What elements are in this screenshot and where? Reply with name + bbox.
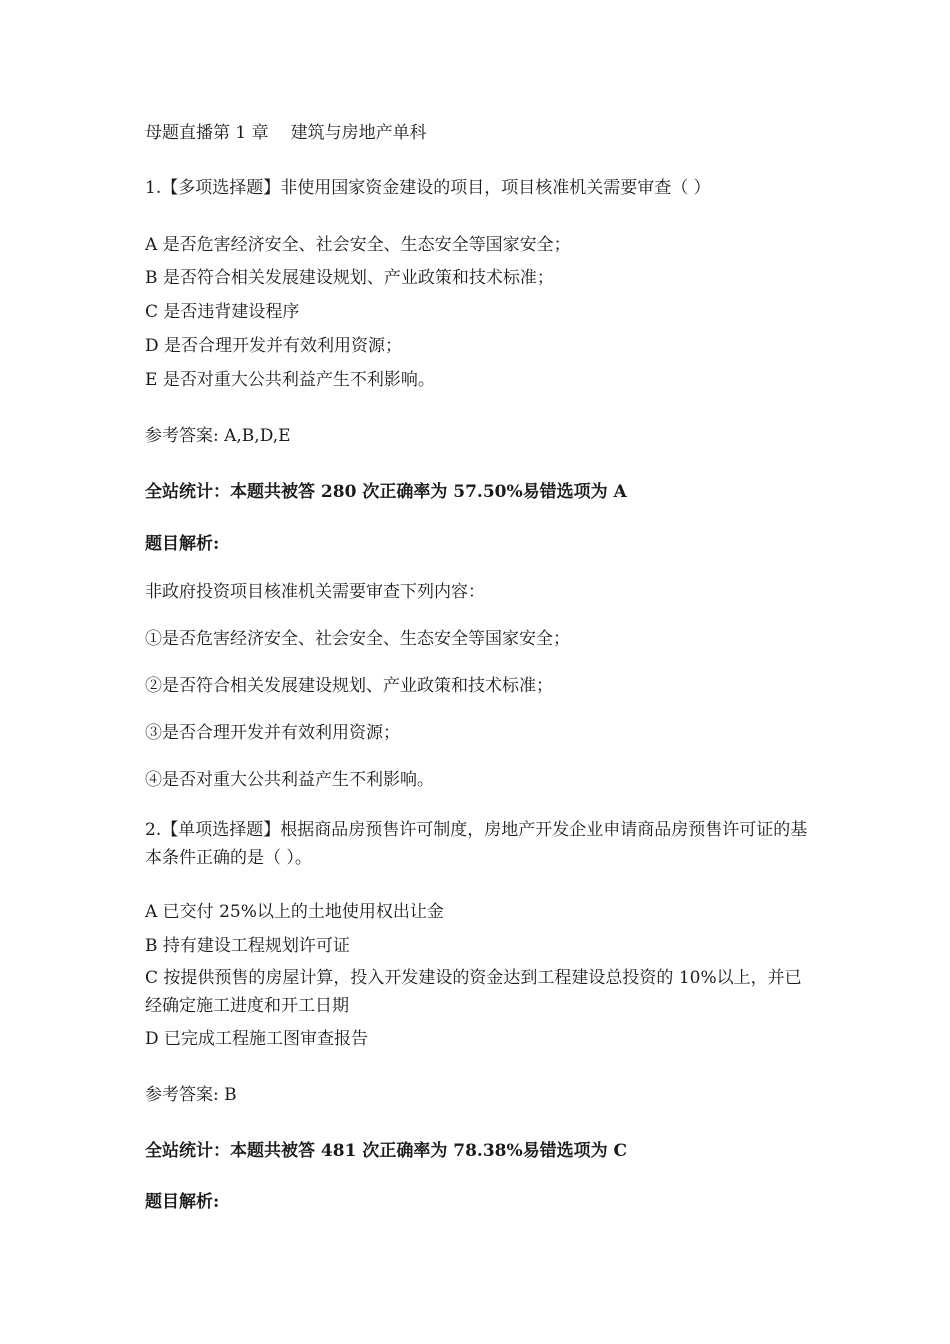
q1-answer: 参考答案: A,B,D,E xyxy=(145,426,291,446)
q1-option-d: D 是否合理开发并有效利用资源； xyxy=(145,336,403,356)
q1-stats: 全站统计：本题共被答 280 次正确率为 57.50%易错选项为 A xyxy=(145,482,627,502)
q2-option-c: C 按提供预售的房屋计算，投入开发建设的资金达到工程建设总投资的 10%以上，并已经确定施工进度和开工日期 xyxy=(145,968,802,1016)
q1-question: 1.【多项选择题】非使用国家资金建设的项目，项目核准机关需要审查（ ） xyxy=(145,178,711,198)
q1-analysis-item-3: ③是否合理开发并有效利用资源； xyxy=(145,723,400,743)
chapter-title-suffix: 建筑与房地产单科 xyxy=(290,123,427,143)
q1-option-c: C 是否违背建设程序 xyxy=(145,302,300,322)
q1-option-b: B 是否符合相关发展建设规划、产业政策和技术标准； xyxy=(145,268,554,288)
q2-question: 2.【单项选择题】根据商品房预售许可制度，房地产开发企业申请商品房预售许可证的基本条件正确的是（ ）。 xyxy=(145,820,808,868)
q1-analysis-item-4: ④是否对重大公共利益产生不利影响。 xyxy=(145,770,434,790)
q1-analysis-title: 题目解析: xyxy=(145,534,220,554)
q1-analysis-intro: 非政府投资项目核准机关需要审查下列内容： xyxy=(145,582,485,602)
q1-analysis-item-2: ②是否符合相关发展建设规划、产业政策和技术标准； xyxy=(145,676,553,696)
q2-answer: 参考答案: B xyxy=(145,1085,237,1105)
q2-option-a: A 已交付 25%以上的土地使用权出让金 xyxy=(145,902,444,922)
q1-option-a: A 是否危害经济安全、社会安全、生态安全等国家安全； xyxy=(145,235,571,255)
q1-option-e: E 是否对重大公共利益产生不利影响。 xyxy=(145,370,435,390)
q2-stats: 全站统计：本题共被答 481 次正确率为 78.38%易错选项为 C xyxy=(145,1141,628,1161)
chapter-title-prefix: 母题直播第 1 章 xyxy=(145,123,269,143)
q2-option-d: D 已完成工程施工图审查报告 xyxy=(145,1029,369,1049)
q2-analysis-title: 题目解析: xyxy=(145,1192,220,1212)
chapter-title xyxy=(145,121,427,145)
q2-option-b: B 持有建设工程规划许可证 xyxy=(145,936,350,956)
q1-analysis-item-1: ①是否危害经济安全、社会安全、生态安全等国家安全； xyxy=(145,629,570,649)
